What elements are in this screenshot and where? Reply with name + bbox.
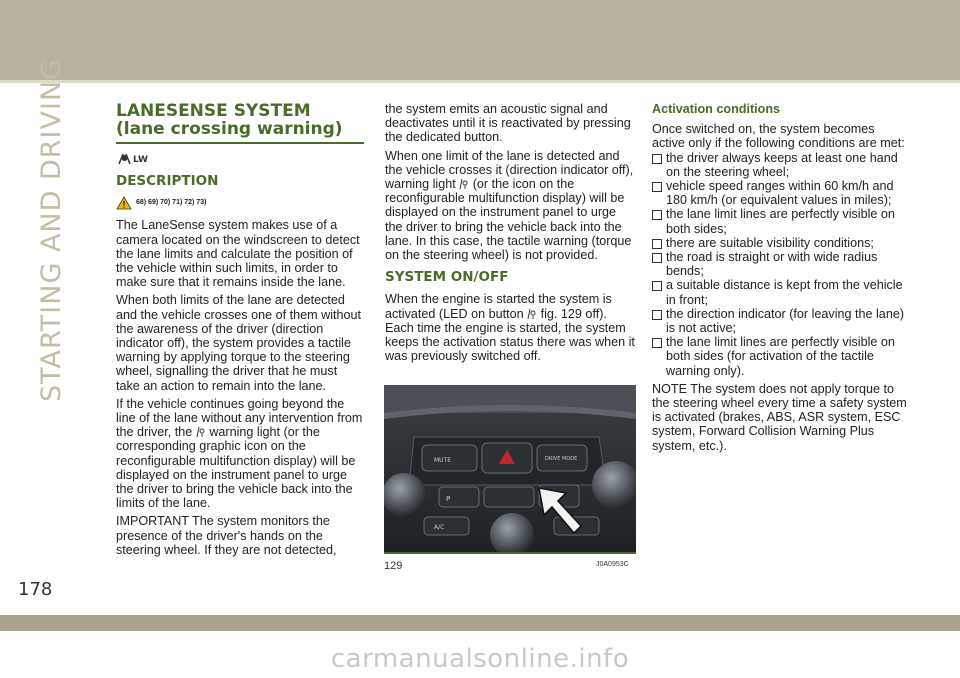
- top-band-rule: [0, 80, 960, 83]
- activation-list: [652, 151, 907, 378]
- col2-paragraph-2: [385, 149, 635, 263]
- col2-p2-part-a: When one limit of the lane is detected and the vehicle crosses it (direction indicator off), warning light: [385, 148, 634, 192]
- page-heading: LANESENSE SYSTEM (lane crossing warning): [116, 102, 364, 144]
- checkbox-square-icon: [652, 310, 662, 320]
- warning-ref-text: 68) 69) 70) 71) 72) 73): [136, 199, 207, 207]
- col2-p2-part-b: (or the icon on the reconfigurable multifunction display) will be displayed on the instrument panel to urge the driver to bring the vehicle back into the lane. In this case, the tactile warning (torque on the steering wheel) is not provided.: [385, 177, 632, 263]
- list-item: the driver always keeps at least one hand on the steering wheel;: [652, 151, 907, 179]
- list-item: the lane limit lines are perfectly visible on both sides (for activation of the tactile warning only).: [652, 335, 907, 378]
- figure-129-photo: [384, 385, 636, 552]
- figure-caption-rule: [384, 552, 636, 554]
- note-paragraph: NOTE The system does not apply torque to the steering wheel every time a safety system is activated (brakes, ABS, ASR system, ESC system, Forward Collision Warning Plus system, etc.).: [652, 381, 907, 453]
- activation-intro: Once switched on, the system becomes active only if the following conditions are met:: [652, 122, 905, 151]
- lane-icons: [116, 150, 364, 168]
- list-item: the direction indicator (for leaving the lane) is not active;: [652, 307, 907, 335]
- col2-p3-part-a: When the engine is started the system is activated (LED on button: [385, 292, 612, 321]
- col2-paragraph-1: the system emits an acoustic signal and deactivates until it is reactivated by pressing the dedicated button.: [385, 102, 631, 145]
- watermark: carmanualsonline.info: [330, 644, 630, 674]
- checkbox-square-icon: [652, 281, 662, 291]
- checkbox-square-icon: [652, 239, 662, 249]
- lane-warning-light-icon: [459, 178, 469, 190]
- drive-mode-label: DRIVE MODE: [545, 456, 578, 462]
- system-onoff-heading: SYSTEM ON/OFF: [385, 269, 509, 286]
- top-band: [0, 0, 960, 80]
- column-1: [116, 102, 364, 561]
- figure-code: J0A0953C: [596, 561, 629, 568]
- section-side-title: STARTING AND DRIVING: [36, 57, 67, 402]
- column-2: [385, 102, 635, 367]
- list-item: the lane limit lines are perfectly visible on both sides;: [652, 207, 907, 235]
- bottom-band: [0, 615, 960, 631]
- warning-triangle-icon: [116, 196, 132, 210]
- dashboard-buttons-image: [384, 385, 636, 552]
- checkbox-square-icon: [652, 210, 662, 220]
- ac-button-label: A/C: [434, 524, 445, 531]
- warning-references: [116, 196, 364, 210]
- park-button-label: P: [446, 495, 451, 503]
- checkbox-square-icon: [652, 154, 662, 164]
- figure-number: 129: [384, 560, 403, 572]
- list-item: a suitable distance is kept from the vehicle in front;: [652, 278, 907, 306]
- lanesense-symbol-icon: [116, 150, 156, 166]
- col1-paragraph: The LaneSense system makes use of a camera located on the windscreen to detect the lane limits and calculate the position of the vehicle within such limits, in order to make sure that it remains inside the lane.: [116, 218, 360, 290]
- list-item: the road is straight or with wide radius bends;: [652, 250, 907, 278]
- checkbox-square-icon: [652, 253, 662, 263]
- list-item: vehicle speed ranges within 60 km/h and 180 km/h (or equivalent values in miles);: [652, 179, 907, 207]
- lane-warning-light-icon: [196, 426, 206, 438]
- col1-paragraph: When both limits of the lane are detected and the vehicle crosses one of them without the awareness of the driver (direction indicator off), the system provides a tactile warning by applying torque to the steering wheel, signalling the driver that he must take an action to remain into the lane.: [116, 293, 362, 393]
- column-3: [652, 102, 907, 457]
- activation-conditions-heading: Activation conditions: [652, 102, 781, 116]
- col1-p3-part-b: warning light (or the corresponding graphic icon on the reconfigurable multifunction display) will be displayed on the instrument panel to urge the driver to bring the vehicle back into the limits of the lane.: [116, 425, 356, 511]
- description-heading: DESCRIPTION: [116, 173, 219, 189]
- col1-paragraph-4: IMPORTANT The system monitors the presence of the driver's hands on the steering wheel. If they are not detected,: [116, 514, 337, 557]
- checkbox-square-icon: [652, 338, 662, 348]
- col2-p3-part-b: fig. 129 off). Each time the engine is started, the system keeps the activation status there was when it was previously switched off.: [385, 306, 635, 364]
- col1-paragraph-3: [116, 397, 364, 511]
- svg-text:LW: LW: [133, 155, 148, 165]
- mute-button-label: MUTE: [434, 457, 452, 464]
- page-number: 178: [18, 579, 53, 600]
- lane-button-icon: [527, 308, 537, 320]
- checkbox-square-icon: [652, 182, 662, 192]
- list-item: there are suitable visibility conditions;: [652, 236, 907, 250]
- col1-p3-part-a: If the vehicle continues going beyond the line of the lane without any intervention from the driver, the: [116, 396, 363, 440]
- col2-paragraph-3: [385, 292, 635, 363]
